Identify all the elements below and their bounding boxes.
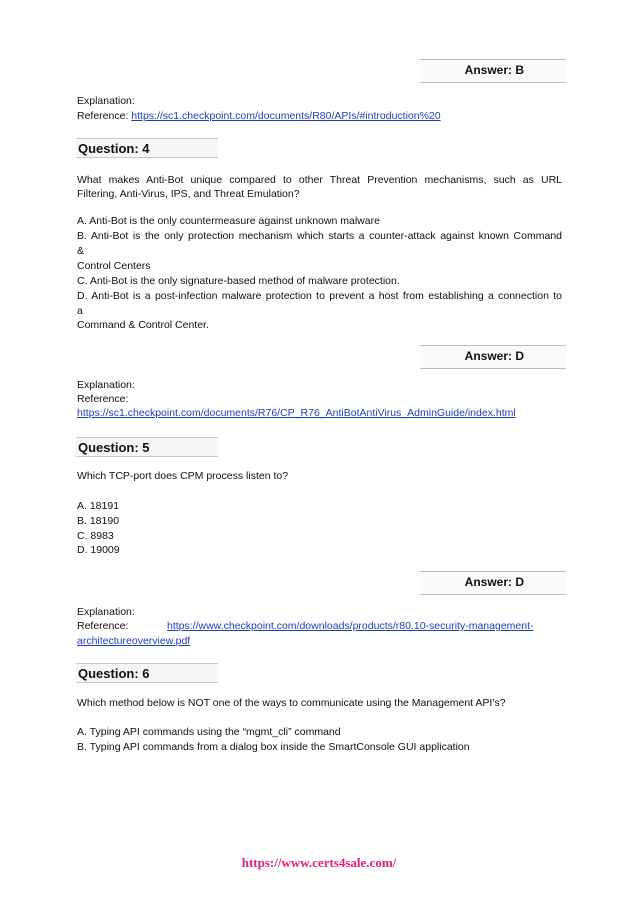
question-4-text-line2: Filtering, Anti-Virus, IPS, and Threat Emulation? — [77, 188, 300, 200]
option-d-cont1: a — [77, 305, 83, 317]
reference-link-cont-text[interactable]: architectureoverview.pdf — [77, 635, 191, 647]
question-4-text-line1: What makes Anti-Bot unique compared to other Threat Prevention mechanisms, such as URL — [77, 174, 562, 186]
reference-line — [77, 110, 562, 123]
option-b: B. Typing API commands from a dialog box inside the SmartConsole GUI application — [77, 741, 470, 753]
answer-label: Answer: B — [464, 63, 524, 77]
question-4-heading: Question: 4 — [76, 138, 218, 158]
option-b-cont2: Control Centers — [77, 260, 151, 272]
reference-line — [77, 620, 562, 633]
answer-label: Answer: D — [464, 575, 524, 589]
explanation-heading: Explanation: — [77, 606, 135, 618]
reference-label: Reference: — [77, 393, 129, 405]
explanation-heading: Explanation: — [77, 379, 135, 391]
option-b-cont1: & — [77, 245, 85, 257]
reference-link[interactable]: https://www.checkpoint.com/downloads/products/r80.10-security-management- — [167, 620, 534, 632]
option-c: C. Anti-Bot is the only signature-based method of malware protection. — [77, 275, 400, 287]
option-d: D. 19009 — [77, 544, 120, 556]
option-a: A. 18191 — [77, 500, 120, 512]
answer-label: Answer: D — [464, 349, 524, 363]
question-6-text: Which method below is NOT one of the ways to communicate using the Management API’s? — [77, 697, 506, 709]
explanation-heading: Explanation: — [77, 95, 135, 107]
question-5-heading: Question: 5 — [76, 437, 218, 457]
reference-link-cont[interactable] — [77, 635, 562, 648]
reference-prefix: Reference: — [77, 110, 132, 122]
answer-box-q4 — [420, 345, 566, 369]
reference-label: Reference: — [77, 620, 129, 632]
option-b: B. Anti-Bot is the only protection mechanism which starts a counter-attack against known Command — [77, 230, 562, 242]
question-6-heading: Question: 6 — [76, 663, 218, 683]
reference-link[interactable] — [77, 407, 562, 420]
option-d-cont2: Command & Control Center. — [77, 319, 209, 331]
option-a: A. Typing API commands using the “mgmt_cli” command — [77, 726, 341, 738]
answer-box-q3 — [420, 59, 566, 83]
question-5-text: Which TCP-port does CPM process listen to? — [77, 470, 289, 482]
reference-link-text[interactable]: https://sc1.checkpoint.com/documents/R76/CP_R76_AntiBotAntiVirus_AdminGuide/index.html — [77, 407, 516, 419]
option-c: C. 8983 — [77, 530, 114, 542]
reference-link[interactable]: https://sc1.checkpoint.com/documents/R80/APIs/#introduction%20 — [131, 110, 441, 122]
option-d: D. Anti-Bot is a post-infection malware protection to prevent a host from establishing a connection to — [77, 290, 562, 302]
answer-box-q5 — [420, 571, 566, 595]
option-b: B. 18190 — [77, 515, 120, 527]
option-a: A. Anti-Bot is the only countermeasure against unknown malware — [77, 215, 380, 227]
footer-url[interactable]: https://www.certs4sale.com/ — [241, 855, 397, 870]
